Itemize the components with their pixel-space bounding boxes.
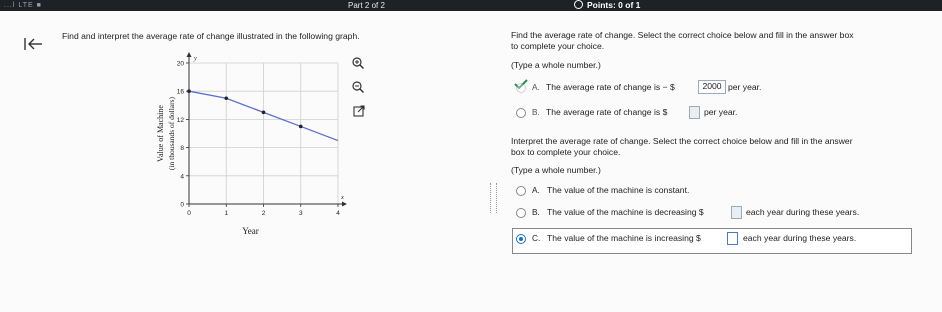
option-b-answer-box[interactable]: [731, 206, 742, 219]
y-tick-label: 16: [176, 88, 184, 96]
x-axis-title: Year: [242, 226, 259, 236]
chart-grid: [189, 63, 338, 204]
zoom-out-icon[interactable]: [351, 80, 365, 94]
y-tick-label: 20: [176, 60, 184, 68]
open-external-icon[interactable]: [352, 104, 366, 118]
part-indicator: Part 2 of 2: [348, 1, 385, 10]
y-axis-arrow: [187, 52, 192, 57]
choice-b-radio[interactable]: [516, 108, 526, 118]
option-b-prefix: The value of the machine is decreasing $: [547, 207, 704, 217]
x-tick-label: 3: [298, 210, 303, 217]
option-c-radio[interactable]: [516, 234, 526, 244]
y-axis-title: Value of Machine: [156, 105, 165, 162]
option-b-letter: B.: [532, 207, 540, 217]
y-axis-letter: y: [194, 55, 197, 62]
chart-labels: [156, 55, 344, 236]
choice-b-letter: B.: [532, 107, 540, 117]
y-tick-label: 8: [180, 145, 184, 153]
zoom-in-icon[interactable]: [351, 56, 365, 70]
choice-b-suffix: per year.: [704, 107, 738, 117]
choice-a-suffix: per year.: [728, 82, 762, 92]
chart-axes: [187, 52, 348, 207]
signal-status: ...l LTE ■: [4, 2, 42, 9]
data-point: [262, 111, 266, 115]
x-axis-arrow: [342, 202, 347, 207]
x-tick-label: 4: [336, 210, 340, 217]
type-whole-hint-2: (Type a whole number.): [511, 165, 601, 175]
panel-resize-handle[interactable]: [490, 183, 497, 213]
choice-b-prefix: The average rate of change is $: [546, 107, 668, 117]
option-a-text: The value of the machine is constant.: [547, 185, 690, 195]
option-a-radio[interactable]: [516, 186, 526, 196]
option-b-suffix: each year during these years.: [746, 207, 860, 217]
y-tick-label: 4: [180, 173, 184, 181]
question-2: Interpret the average rate of change. Select the correct choice below and fill in the answer: [511, 136, 853, 146]
question-1-cont: to complete your choice.: [511, 41, 605, 51]
chart-ticks: [177, 61, 340, 218]
y-tick-label: 0: [180, 201, 184, 209]
x-tick-label: 1: [224, 210, 229, 217]
choice-a-radio[interactable]: [516, 83, 526, 93]
question-2-cont: box to complete your choice.: [511, 147, 621, 157]
option-a-letter: A.: [532, 185, 540, 195]
option-c-suffix: each year during these years.: [743, 233, 857, 243]
x-tick-label: 0: [187, 210, 191, 217]
data-point: [299, 125, 303, 129]
option-b-radio[interactable]: [516, 208, 526, 218]
y-axis-subtitle: (in thousands of dollars): [167, 96, 176, 171]
choice-a-answer-box[interactable]: 2000: [698, 80, 726, 94]
chart-series: [187, 89, 338, 140]
option-c-answer-box[interactable]: [727, 232, 738, 245]
question-1: Find the average rate of change. Select the correct choice below and fill in the answer box: [511, 30, 854, 40]
x-axis-letter: x: [341, 194, 344, 201]
data-point: [224, 96, 228, 100]
points-label: Points: 0 of 1: [587, 0, 641, 10]
option-c-letter: C.: [532, 233, 541, 243]
x-tick-label: 2: [261, 210, 266, 217]
choice-a-letter: A.: [532, 82, 540, 92]
data-point: [187, 89, 191, 93]
y-tick-label: 12: [176, 116, 184, 124]
option-c-prefix: The value of the machine is increasing $: [547, 233, 701, 243]
choice-a-prefix: The average rate of change is − $: [546, 82, 675, 92]
type-whole-hint-1: (Type a whole number.): [511, 60, 601, 70]
left-prompt: Find and interpret the average rate of change illustrated in the following graph.: [62, 31, 360, 41]
choice-b-answer-box[interactable]: [689, 106, 700, 119]
